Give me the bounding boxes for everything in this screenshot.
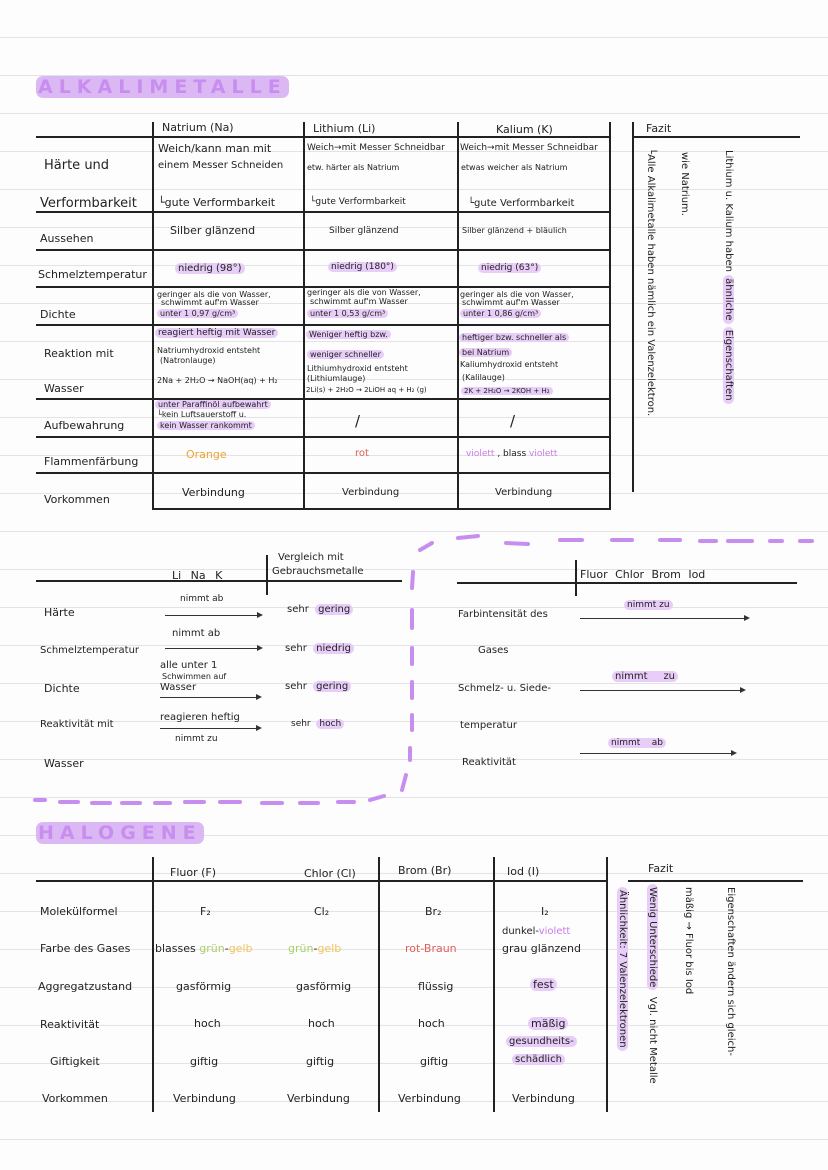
header-fluor: Fluor (F) [170, 866, 217, 879]
cell-text: schwimmt auf'm Wasser [161, 298, 259, 307]
cell-text: geringer als die von Wasser, [460, 290, 574, 299]
cell-text: Weich/kann man mit [158, 142, 272, 155]
table-line [575, 560, 577, 596]
cell-text: Verbindung [495, 487, 553, 498]
cell-text: unter 1 0,53 g/cm³ [307, 309, 388, 318]
compare-value: sehr hoch [291, 719, 344, 729]
cell-text: F₂ [200, 905, 211, 918]
cell-text: giftig [306, 1055, 335, 1068]
row-label: Dichte [44, 682, 80, 695]
header-compare: Gebrauchsmetalle [272, 566, 364, 577]
row-label: Aggregatzustand [38, 980, 133, 993]
cell-text: violett , blass violett [466, 449, 558, 459]
cell-text: hoch [418, 1017, 445, 1030]
cell-text: rot-Braun [405, 942, 457, 955]
cell-text: 2K + 2H₂O → 2KOH + H₂ [461, 387, 553, 395]
cell-text: heftiger bzw. schneller als [459, 333, 569, 342]
header-chlor: Chlor (Cl) [304, 867, 356, 880]
cell-text: einem Messer Schneiden [158, 160, 284, 171]
trend-label: Wasser [160, 682, 197, 693]
cell-text: gesundheits- [506, 1036, 577, 1047]
compare-value: sehr gering [285, 681, 351, 692]
table-line [606, 857, 608, 1112]
header-compare: Vergleich mit [278, 552, 344, 563]
header-kalium: Kalium (K) [496, 123, 553, 136]
row-label: Vorkommen [44, 493, 110, 506]
row-label: Reaktivität mit [40, 719, 114, 730]
trend-arrow [580, 690, 744, 691]
row-label: Vorkommen [42, 1092, 108, 1105]
cell-text: 2Li(s) + 2H₂O → 2LiOH aq + H₂ (g) [306, 386, 427, 394]
row-label: Molekülformel [40, 905, 118, 918]
cell-text: Verbindung [173, 1092, 236, 1105]
cell-text: gasförmig [296, 980, 352, 993]
row-label: Reaktivität [462, 757, 516, 768]
cell-text: Silber glänzend + bläulich [462, 226, 567, 235]
cell-text: bei Natrium [459, 348, 512, 357]
compare-value: sehr niedrig [285, 643, 354, 654]
trend-label: alle unter 1 [160, 660, 218, 671]
table-line [378, 857, 380, 1112]
row-label: Farbintensität des [458, 609, 548, 620]
row-label: Härte und [44, 158, 110, 173]
row-label: Schmelztemperatur [38, 268, 147, 281]
header-elements: Li Na K [172, 569, 223, 582]
cell-text: / [510, 412, 516, 430]
header-fazit: Fazit [648, 862, 674, 875]
cell-text: unter Paraffinöl aufbewahrt [155, 400, 271, 409]
table-line [628, 880, 803, 882]
trend-label: nimmt zu [612, 671, 678, 682]
trend-label: Schwimmen auf [162, 672, 227, 681]
row-label: Härte [44, 606, 75, 619]
cell-text: dunkel-violett [502, 926, 571, 937]
header-halogens: Fluor Chlor Brom Iod [580, 568, 706, 581]
trend-label: nimmt ab [172, 628, 221, 639]
cell-text: unter 1 0,86 g/cm³ [460, 309, 541, 318]
cell-text: niedrig (180°) [328, 262, 397, 272]
cell-text: Verbindung [342, 487, 400, 498]
trend-arrow [580, 753, 735, 754]
cell-text: Silber glänzend [170, 224, 256, 237]
cell-text: Weniger heftig bzw. [306, 330, 391, 339]
cell-text: giftig [420, 1055, 449, 1068]
cell-text: rot [355, 448, 369, 459]
cell-text: Br₂ [425, 905, 442, 918]
fazit-text: └Alle Alkalimetalle haben nämlich ein Valenzelektron. [645, 148, 656, 417]
header-brom: Brom (Br) [398, 864, 452, 877]
cell-text: hoch [308, 1017, 335, 1030]
cell-text: giftig [190, 1055, 219, 1068]
row-label: Schmelz- u. Siede- [458, 683, 551, 694]
cell-text: Verbindung [287, 1092, 350, 1105]
cell-text: gasförmig [176, 980, 232, 993]
cell-text: grün-gelb [288, 942, 342, 955]
cell-text: Kaliumhydroxid entsteht [460, 360, 559, 369]
cell-text: kein Wasser rankommt [157, 421, 255, 430]
cell-text: (Kalilauge) [462, 373, 505, 382]
row-label: Gases [478, 645, 509, 656]
row-label: Aussehen [40, 232, 94, 245]
cell-text: grau glänzend [502, 942, 581, 955]
cell-text: geringer als die von Wasser, [307, 288, 421, 297]
cell-text: Verbindung [182, 486, 245, 499]
table-line [457, 582, 797, 584]
cell-text: Weich→mit Messer Schneidbar [460, 143, 598, 153]
cell-text: / [355, 412, 361, 430]
table-line [493, 857, 495, 1112]
cell-text: hoch [194, 1017, 221, 1030]
row-label: Giftigkeit [50, 1055, 100, 1068]
cell-text: └gute Verformbarkeit [158, 196, 276, 209]
cell-text: niedrig (63°) [478, 263, 541, 273]
cell-text: Lithiumhydroxid entsteht [307, 364, 408, 373]
cell-text: └gute Verformbarkeit [310, 197, 406, 207]
row-label: Flammenfärbung [44, 455, 139, 468]
trend-label: reagieren heftig [160, 712, 240, 723]
cell-text: blasses grün-gelb [155, 942, 253, 955]
row-label: Dichte [40, 308, 76, 321]
fazit-text: wie Natrium. [679, 152, 690, 216]
header-lithium: Lithium (Li) [313, 122, 376, 135]
cell-text: flüssig [418, 980, 454, 993]
cell-text: etwas weicher als Natrium [461, 163, 568, 172]
cell-text: (Natronlauge) [160, 356, 216, 365]
cell-text: schädlich [512, 1054, 565, 1065]
trend-label: nimmt ab [608, 738, 666, 748]
cell-text: fest [530, 978, 557, 991]
trend-label: nimmt zu [624, 600, 673, 610]
row-label: Schmelztemperatur [40, 645, 140, 656]
cell-text: └kein Luftsauerstoff u. [157, 410, 247, 419]
cell-text: Verbindung [398, 1092, 461, 1105]
cell-text: (Lithiumlauge) [307, 374, 366, 383]
row-label: Wasser [44, 757, 84, 770]
fazit-text: Ähnlichkeit: 7 Valenzelektronen [617, 887, 628, 1051]
row-label: Reaktivität [40, 1018, 100, 1031]
cell-text: Verbindung [512, 1092, 575, 1105]
cell-text: └gute Verformbarkeit [468, 198, 575, 209]
cell-text: Natriumhydroxid entsteht [157, 346, 261, 355]
header-iod: Iod (I) [507, 865, 540, 878]
fazit-text: mäßig → Fluor bis Iod [683, 887, 694, 995]
cell-text: niedrig (98°) [175, 263, 245, 274]
row-label: Wasser [44, 382, 84, 395]
row-label: Farbe des Gases [40, 942, 131, 955]
cell-text: Cl₂ [314, 905, 330, 918]
fazit-text: Lithium u. Kalium haben ähnliche Eigenschaften [723, 150, 734, 404]
header-natrium: Natrium (Na) [162, 121, 234, 134]
header-fazit: Fazit [646, 122, 672, 135]
cell-text: mäßig [528, 1017, 568, 1030]
row-label: Reaktion mit [44, 347, 114, 360]
halogene-title: HALOGENE [38, 822, 202, 844]
table-line [36, 880, 606, 882]
trend-label: nimmt zu [175, 734, 218, 744]
cell-text: geringer als die von Wasser, [157, 290, 271, 299]
fazit-text: Eigenschaften ändern sich gleich- [725, 887, 736, 1056]
row-label: Verformbarkeit [40, 196, 137, 211]
cell-text: Orange [186, 448, 227, 461]
cell-text: Silber glänzend [329, 226, 399, 236]
row-label: temperatur [460, 720, 517, 731]
cell-text: 2Na + 2H₂O → NaOH(aq) + H₂ [157, 376, 278, 385]
compare-value: sehr gering [287, 604, 353, 615]
trend-label: nimmt ab [180, 594, 224, 604]
row-label: Aufbewahrung [44, 419, 125, 432]
table-line [152, 857, 154, 1112]
fazit-text: Wenig Unterschiede Vgl. nicht Metalle [647, 884, 658, 1084]
cell-text: schwimmt auf'm Wasser [462, 298, 560, 307]
cell-text: reagiert heftig mit Wasser [155, 328, 278, 338]
trend-arrow [580, 618, 748, 619]
cell-text: I₂ [541, 905, 549, 918]
cell-text: weniger schneller [307, 350, 384, 359]
cell-text: etw. härter als Natrium [307, 163, 400, 172]
cell-text: schwimmt auf'm Wasser [310, 297, 408, 306]
cell-text: Weich→mit Messer Schneidbar [307, 143, 445, 153]
cell-text: unter 1 0,97 g/cm³ [157, 309, 238, 318]
alkali-title: ALKALIMETALLE [38, 76, 287, 98]
